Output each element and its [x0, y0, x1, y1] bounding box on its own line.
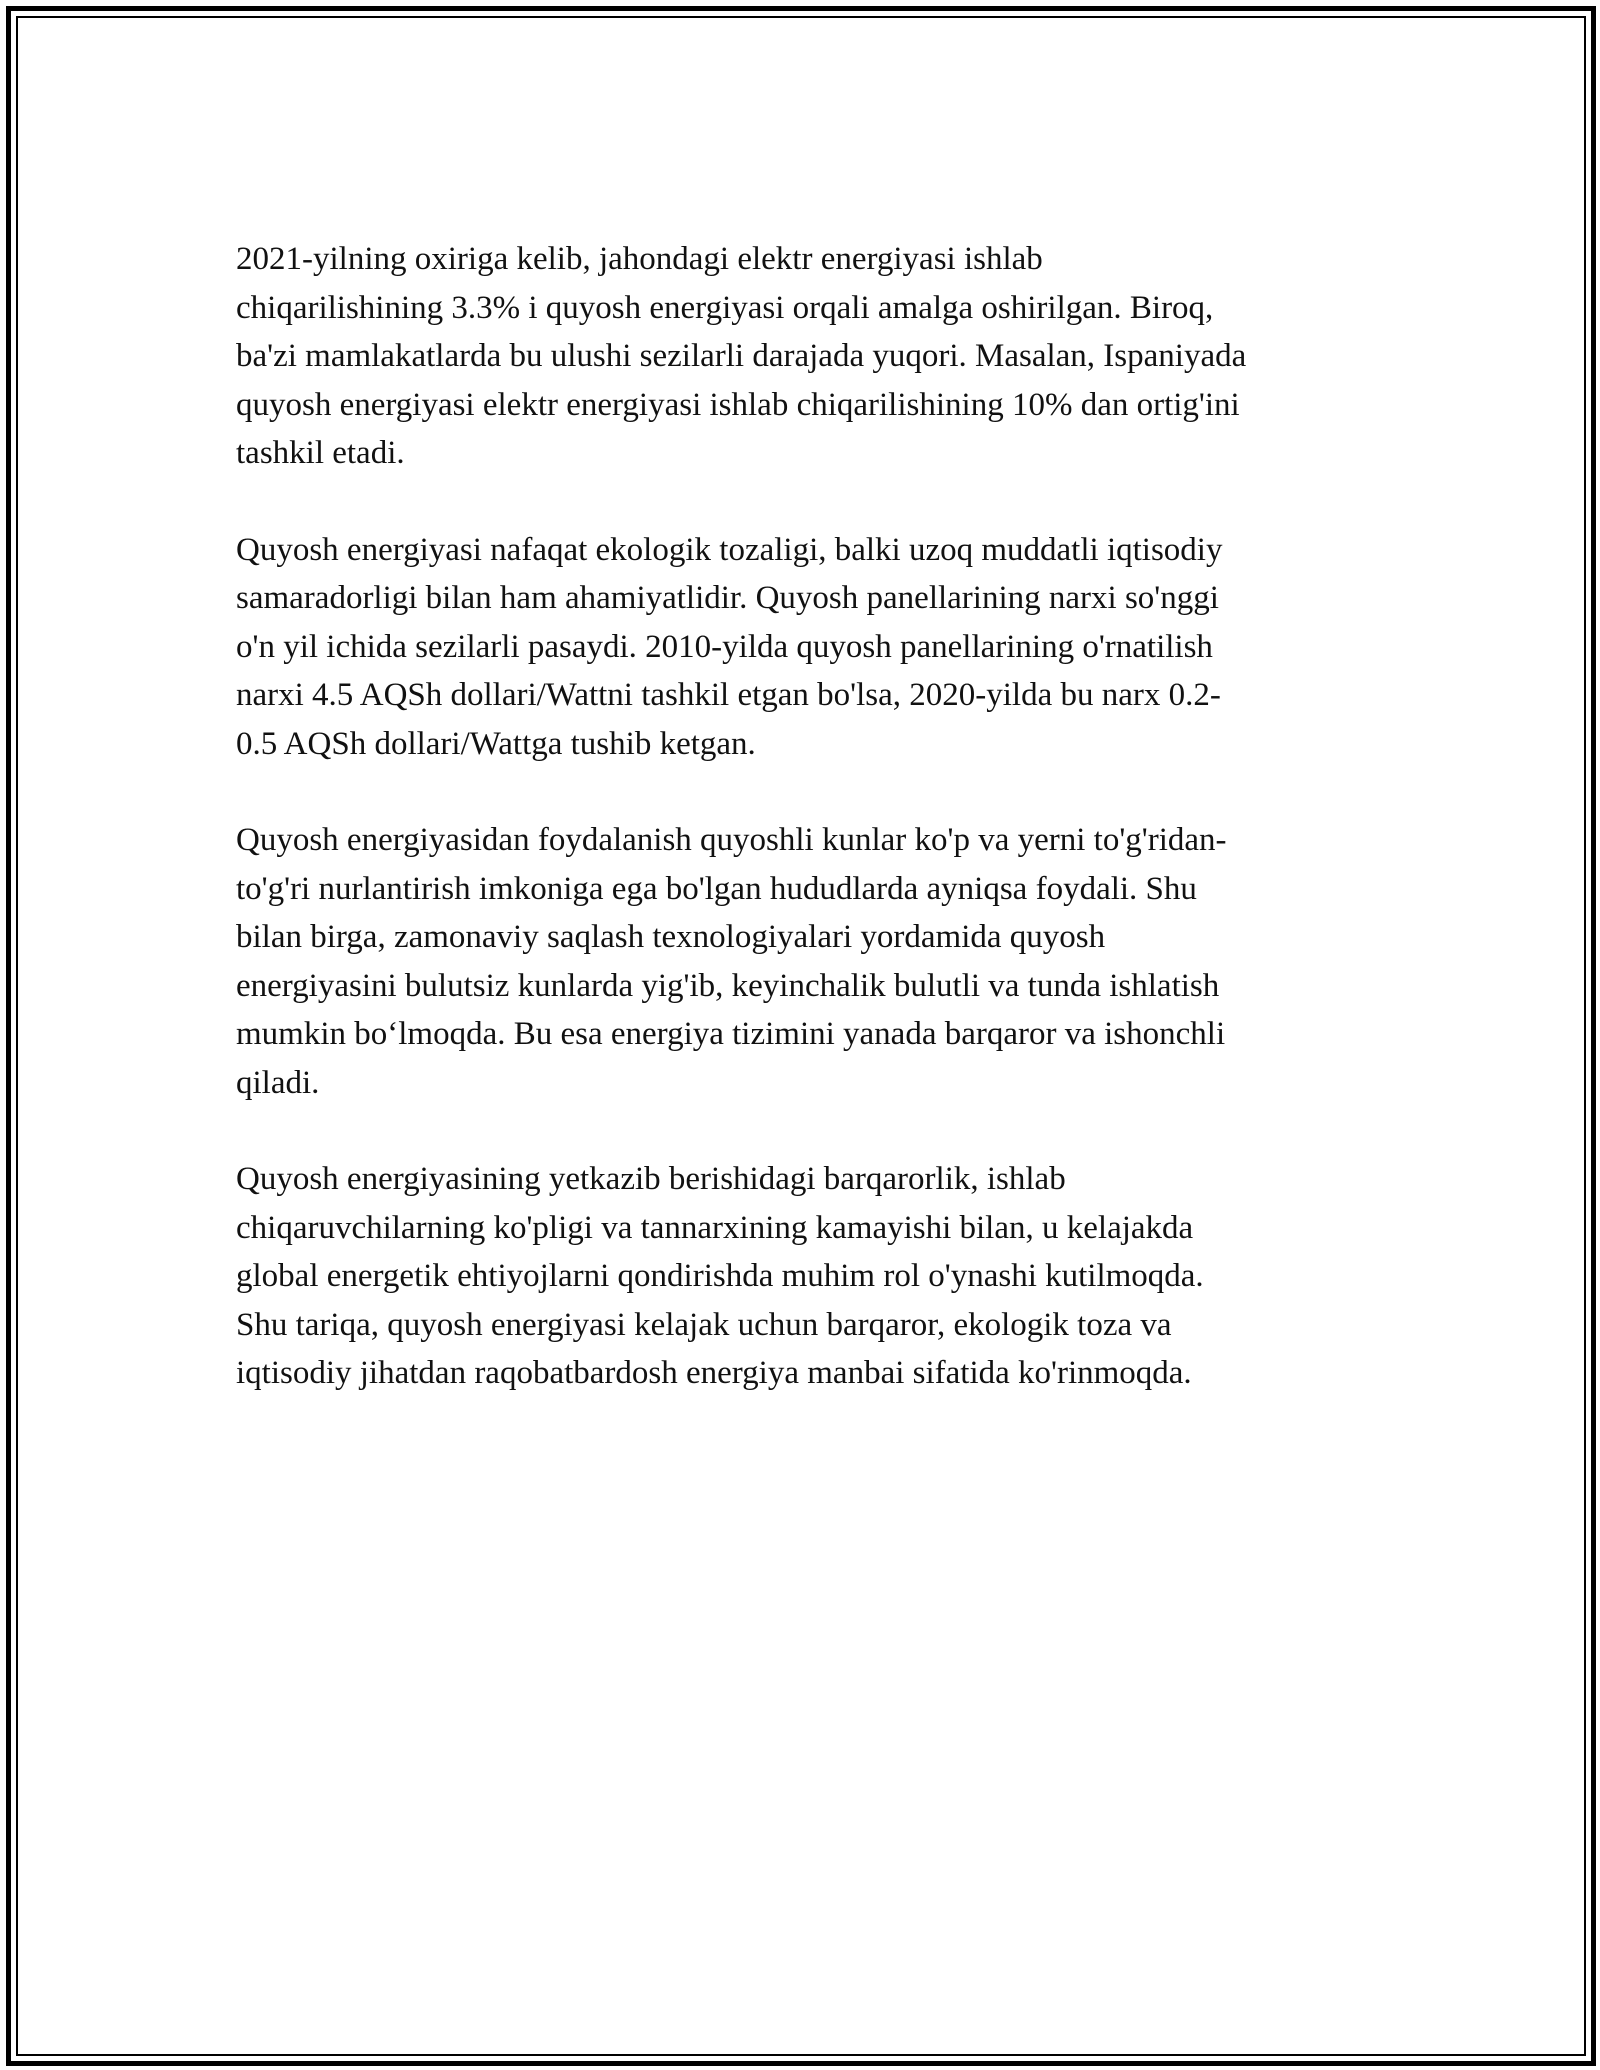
- paragraph-line: chiqaruvchilarning ko'pligi va tannarxining kamayishi bilan, u kelajakda: [236, 1209, 1194, 1246]
- paragraph-line: tashkil etadi.: [236, 435, 405, 471]
- paragraph-line: bilan birga, zamonaviy saqlash texnologiyalari yordamida quyosh: [236, 919, 1106, 955]
- paragraph-line: Quyosh energiyasining yetkazib berishidagi barqarorlik, ishlab: [236, 1161, 1066, 1197]
- document-body: [236, 235, 1366, 1446]
- paragraph-line: to'g'ri nurlantirish imkoniga ega bo'lgan hududlarda ayniqsa foydali. Shu: [236, 870, 1197, 907]
- paragraph-line: Quyosh energiyasi nafaqat ekologik tozaligi, balki uzoq muddatli iqtisodiy: [236, 531, 1223, 568]
- paragraph-line: Shu tariqa, quyosh energiyasi kelajak uchun barqaror, ekologik toza va: [236, 1306, 1172, 1343]
- paragraph-line: global energetik ehtiyojlarni qondirishda muhim rol o'ynashi kutilmoqda.: [236, 1258, 1204, 1294]
- paragraph-4: [236, 1155, 1366, 1398]
- paragraph-line: iqtisodiy jihatdan raqobatbardosh energiya manbai sifatida ko'rinmoqda.: [236, 1355, 1192, 1391]
- paragraph-3: [236, 816, 1366, 1107]
- paragraph-line: o'n yil ichida sezilarli pasaydi. 2010-yilda quyosh panellarining o'rnatilish: [236, 628, 1213, 665]
- paragraph-line: 2021-yilning oxiriga kelib, jahondagi elektr energiyasi ishlab: [236, 241, 1043, 277]
- paragraph-line: Quyosh energiyasidan foydalanish quyoshli kunlar ko'p va yerni to'g'ridan-: [236, 822, 1227, 858]
- paragraph-line: samaradorligi bilan ham ahamiyatlidir. Quyosh panellarining narxi so'nggi: [236, 580, 1219, 616]
- paragraph-1: [236, 235, 1366, 478]
- paragraph-line: narxi 4.5 AQSh dollari/Wattni tashkil etgan bo'lsa, 2020-yilda bu narx 0.2-: [236, 677, 1221, 713]
- paragraph-line: qiladi.: [236, 1064, 320, 1101]
- paragraph-line: energiyasini bulutsiz kunlarda yig'ib, keyinchalik bulutli va tunda ishlatish: [236, 967, 1220, 1004]
- paragraph-line: mumkin bo‘lmoqda. Bu esa energiya tizimini yanada barqaror va ishonchli: [236, 1016, 1226, 1052]
- paragraph-line: chiqarilishining 3.3% i quyosh energiyasi orqali amalga oshirilgan. Biroq,: [236, 289, 1214, 326]
- paragraph-line: ba'zi mamlakatlarda bu ulushi sezilarli darajada yuqori. Masalan, Ispaniyada: [236, 338, 1247, 374]
- paragraph-line: quyosh energiyasi elektr energiyasi ishlab chiqarilishining 10% dan ortig'ini: [236, 386, 1240, 423]
- paragraph-line: 0.5 AQSh dollari/Wattga tushib ketgan.: [236, 725, 756, 762]
- paragraph-2: [236, 526, 1366, 769]
